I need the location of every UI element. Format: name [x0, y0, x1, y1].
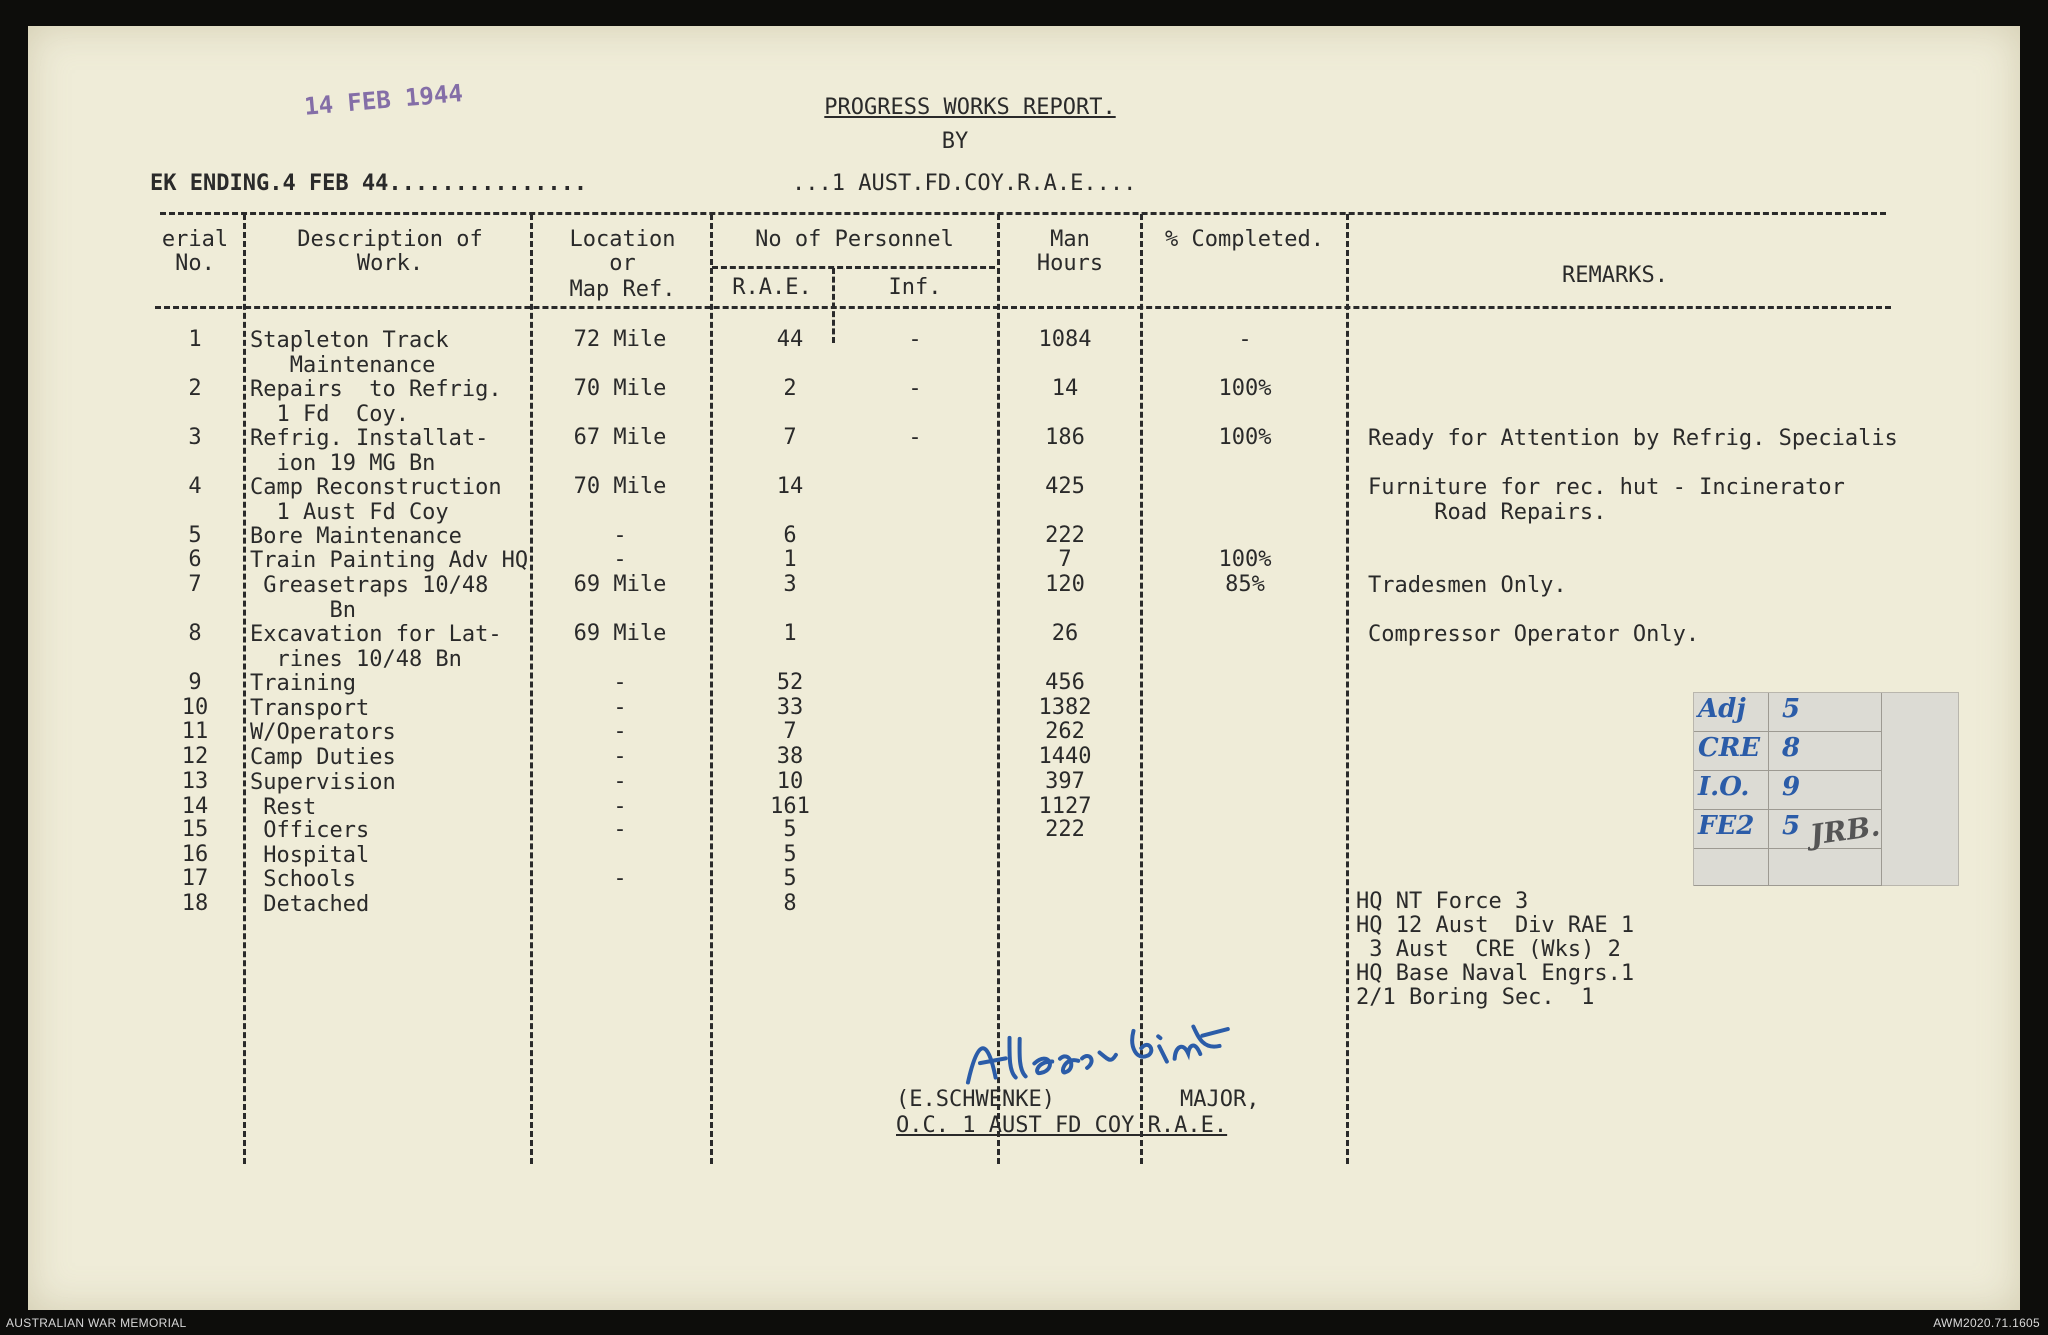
serial-cell: 5 — [188, 523, 202, 548]
man-hours-cell: 14 — [1051, 376, 1079, 401]
column-rule — [710, 214, 713, 1164]
location-cell: 69 Mile — [573, 621, 667, 646]
remarks-cell: Ready for Attention by Refrig. Specialis — [1368, 426, 1898, 451]
location-cell: - — [613, 719, 627, 744]
description-cell: Officers — [250, 818, 370, 843]
description-cell: Camp Duties — [250, 745, 396, 770]
col-man-hours: Man Hours — [1036, 227, 1104, 276]
location-cell: 69 Mile — [573, 572, 667, 597]
location-cell: - — [613, 794, 627, 819]
location-cell: - — [613, 523, 627, 548]
serial-cell: 13 — [181, 769, 209, 794]
routing-recipient: I.O. — [1698, 772, 1750, 802]
rae-count-cell: 8 — [783, 891, 797, 916]
man-hours-cell: 222 — [1045, 817, 1085, 842]
rae-count-cell: 33 — [776, 695, 804, 720]
column-rule — [530, 214, 533, 1164]
col-location: Location or — [569, 227, 676, 276]
rae-count-cell: 10 — [776, 769, 804, 794]
rae-count-cell: 38 — [776, 744, 804, 769]
routing-day: 5 — [1782, 811, 1801, 841]
serial-cell: 16 — [181, 842, 209, 867]
rae-count-cell: 2 — [783, 376, 797, 401]
serial-cell: 8 — [188, 621, 202, 646]
location-cell: - — [613, 695, 627, 720]
completed-cell: 100% — [1218, 547, 1272, 572]
serial-cell: 6 — [188, 547, 202, 572]
man-hours-cell: 120 — [1045, 572, 1085, 597]
serial-cell: 10 — [181, 695, 209, 720]
rae-count-cell: 44 — [776, 327, 804, 352]
man-hours-cell: 1127 — [1038, 794, 1092, 819]
description-cell: Stapleton Track Maintenance — [250, 328, 449, 378]
routing-recipient: Adj — [1698, 694, 1746, 724]
signatory-title: O.C. 1 AUST FD COY R.A.E. — [896, 1113, 1228, 1138]
completed-cell: 85% — [1225, 572, 1265, 597]
col-inf: Inf. — [888, 275, 942, 300]
serial-cell: 2 — [188, 376, 202, 401]
location-cell: 70 Mile — [573, 376, 667, 401]
description-cell: Camp Reconstruction 1 Aust Fd Coy — [250, 475, 502, 525]
location-cell: 70 Mile — [573, 474, 667, 499]
description-cell: Schools — [250, 867, 356, 892]
description-cell: Training — [250, 671, 356, 696]
location-cell: 72 Mile — [573, 327, 667, 352]
serial-cell: 14 — [181, 794, 209, 819]
rae-count-cell: 1 — [783, 547, 797, 572]
col-personnel: No of Personnel — [755, 227, 954, 252]
rae-count-cell: 7 — [783, 719, 797, 744]
location-cell: - — [613, 769, 627, 794]
routing-recipient: CRE — [1698, 733, 1761, 763]
rae-count-cell: 6 — [783, 523, 797, 548]
table-header-rule — [155, 306, 1891, 309]
location-cell: 67 Mile — [573, 425, 667, 450]
man-hours-cell: 425 — [1045, 474, 1085, 499]
completed-cell: 100% — [1218, 425, 1272, 450]
serial-cell: 12 — [181, 744, 209, 769]
serial-cell: 9 — [188, 670, 202, 695]
description-cell: Excavation for Lat- rines 10/48 Bn — [250, 622, 502, 672]
col-description: Description of Work. — [297, 227, 483, 276]
man-hours-cell: 222 — [1045, 523, 1085, 548]
rae-count-cell: 1 — [783, 621, 797, 646]
location-cell: - — [613, 670, 627, 695]
man-hours-cell: 456 — [1045, 670, 1085, 695]
col-completed: % Completed. — [1165, 227, 1324, 252]
inf-count-cell: - — [908, 327, 922, 352]
signatory-rank: MAJOR, — [1180, 1087, 1260, 1112]
rae-count-cell: 3 — [783, 572, 797, 597]
description-cell: Repairs to Refrig. 1 Fd Coy. — [250, 377, 502, 427]
description-cell: Rest — [250, 795, 317, 820]
rae-count-cell: 161 — [770, 794, 810, 819]
report-title: PROGRESS WORKS REPORT. — [824, 95, 1116, 120]
col-rae: R.A.E. — [732, 275, 812, 300]
serial-cell: 7 — [188, 572, 202, 597]
description-cell: Supervision — [250, 770, 396, 795]
description-cell: Transport — [250, 696, 370, 721]
rae-count-cell: 5 — [783, 817, 797, 842]
man-hours-cell: 7 — [1058, 547, 1072, 572]
serial-cell: 18 — [181, 891, 209, 916]
man-hours-cell: 1440 — [1038, 744, 1092, 769]
description-cell: Greasetraps 10/48 Bn — [263, 573, 489, 623]
week-ending: EK ENDING.4 FEB 44............... — [150, 171, 588, 196]
description-cell: Hospital — [250, 843, 370, 868]
col-map-ref: Map Ref. — [569, 277, 676, 302]
man-hours-cell: 1382 — [1038, 695, 1092, 720]
man-hours-cell: 26 — [1051, 621, 1079, 646]
description-cell: Refrig. Installat- ion 19 MG Bn — [250, 426, 489, 476]
report-by: BY — [941, 129, 969, 154]
table-top-rule — [160, 212, 1886, 215]
remarks-cell: Compressor Operator Only. — [1368, 622, 1700, 647]
serial-cell: 1 — [188, 327, 202, 352]
inf-count-cell: - — [908, 376, 922, 401]
serial-cell: 4 — [188, 474, 202, 499]
archive-credit: AUSTRALIAN WAR MEMORIAL — [6, 1316, 187, 1330]
col-remarks: REMARKS. — [1562, 263, 1668, 288]
signatory-name: (E.SCHWENKE) — [896, 1087, 1055, 1112]
man-hours-cell: 397 — [1045, 769, 1085, 794]
description-cell: W/Operators — [250, 720, 396, 745]
description-cell: Bore Maintenance — [250, 524, 462, 549]
detached-breakdown: HQ NT Force 3 HQ 12 Aust Div RAE 1 3 Aust CRE (Wks) 2 HQ Base Naval Engrs.1 2/1 Boring Sec. 1 — [1356, 889, 1635, 1010]
location-cell: - — [613, 744, 627, 769]
column-rule — [1346, 214, 1349, 1164]
routing-recipient: FE2 — [1698, 811, 1755, 841]
col-serial: erial No. — [161, 227, 229, 276]
archive-reference: AWM2020.71.1605 — [1933, 1316, 2040, 1330]
location-cell: - — [613, 866, 627, 891]
unit-name: ...1 AUST.FD.COY.R.A.E.... — [792, 171, 1137, 196]
man-hours-cell: 1084 — [1038, 327, 1092, 352]
routing-day: 5 — [1782, 694, 1801, 724]
serial-cell: 17 — [181, 866, 209, 891]
personnel-subrule — [712, 266, 995, 269]
serial-cell: 3 — [188, 425, 202, 450]
location-cell: - — [613, 547, 627, 572]
inf-count-cell: - — [908, 425, 922, 450]
remarks-cell: Tradesmen Only. — [1368, 573, 1567, 598]
routing-day: 9 — [1782, 772, 1801, 802]
rae-count-cell: 5 — [783, 866, 797, 891]
serial-cell: 15 — [181, 817, 209, 842]
man-hours-cell: 262 — [1045, 719, 1085, 744]
completed-cell: 100% — [1218, 376, 1272, 401]
column-rule — [243, 214, 246, 1164]
rae-count-cell: 5 — [783, 842, 797, 867]
description-cell: Detached — [250, 892, 370, 917]
description-cell: Train Painting Adv HQ — [250, 548, 529, 573]
remarks-cell: Furniture for rec. hut - Incinerator Road Repairs. — [1368, 475, 1845, 525]
rae-count-cell: 14 — [776, 474, 804, 499]
location-cell: - — [613, 817, 627, 842]
man-hours-cell: 186 — [1045, 425, 1085, 450]
rae-count-cell: 7 — [783, 425, 797, 450]
serial-cell: 11 — [181, 719, 209, 744]
received-date-stamp: 14 FEB 1944 — [303, 79, 464, 121]
routing-initials: JRB. — [1808, 809, 1882, 852]
rae-count-cell: 52 — [776, 670, 804, 695]
completed-cell: - — [1238, 327, 1252, 352]
routing-day: 8 — [1782, 733, 1801, 763]
